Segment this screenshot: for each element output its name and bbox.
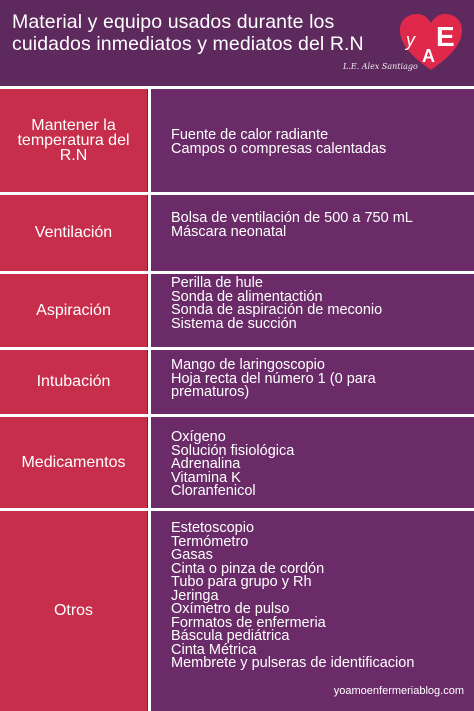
items-cell — [151, 89, 474, 192]
table-row — [0, 350, 474, 414]
list-item: Mango de laringoscopio — [171, 357, 325, 373]
list-item: Campos o compresas calentadas — [171, 140, 387, 157]
list-item: Jeringa — [171, 587, 219, 604]
table-row — [0, 511, 474, 711]
logo-letter-e: E — [436, 21, 455, 52]
table-row — [0, 417, 474, 508]
category-cell: Mantener la temperatura del R.N — [0, 89, 147, 192]
list-item: Báscula pediátrica — [171, 628, 290, 644]
list-item: Fuente de calor radiante — [171, 127, 329, 143]
signature: L.E. Alex Santiago — [343, 62, 418, 71]
footer-site: yoamoenfermeriablog.com — [333, 685, 464, 697]
list-item: Bolsa de ventilación de 500 a 750 mL — [171, 210, 413, 226]
category-cell: Intubación — [0, 350, 147, 414]
list-item: Cinta o pinza de cordón — [171, 560, 325, 577]
category-cell: Aspiración — [0, 274, 147, 347]
list-item: Oxímetro de pulso — [171, 601, 290, 617]
items-cell — [151, 274, 474, 347]
category-cell: Otros — [0, 511, 147, 711]
list-item: Máscara neonatal — [171, 223, 287, 240]
table-row — [0, 195, 474, 271]
list-item: Gasas — [171, 547, 213, 563]
logo-letter-a: A — [422, 46, 435, 66]
items-cell — [151, 417, 474, 508]
list-item: Membrete y pulseras de identificacion — [171, 655, 415, 671]
list-item: Termómetro — [171, 533, 249, 550]
category-cell: Ventilación — [0, 195, 147, 271]
items-cell — [151, 511, 474, 711]
list-item: Vitamina K — [171, 469, 241, 486]
list-item: Estetoscopio — [171, 520, 255, 536]
list-item: Tubo para grupo y Rh — [171, 574, 312, 590]
list-item: Perilla de hule — [171, 275, 263, 291]
table-row — [0, 274, 474, 347]
list-item: Adrenalina — [171, 456, 241, 472]
table-row — [0, 89, 474, 192]
list-item: Oxígeno — [171, 429, 226, 445]
list-item: Cloranfenicol — [171, 483, 256, 499]
list-item: Sonda de alimentactión — [171, 288, 323, 305]
items-cell — [151, 350, 474, 414]
logo-letter-y: y — [406, 30, 415, 50]
list-item: Sistema de succión — [171, 315, 297, 332]
header — [0, 0, 474, 86]
category-cell: Medicamentos — [0, 417, 147, 508]
list-item: Cinta Métrica — [171, 641, 257, 658]
list-item: Hoja recta del número 1 (0 para prematuros) — [171, 370, 376, 400]
list-item: Formatos de enfermeria — [171, 614, 326, 631]
page-title: Material y equipo usados durante los cuidados inmediatos y mediatos del R.N — [12, 11, 364, 55]
list-item: Sonda de aspiración de meconio — [171, 302, 383, 318]
items-cell — [151, 195, 474, 271]
equipment-table — [0, 86, 474, 711]
list-item: Solución fisiológica — [171, 442, 295, 459]
